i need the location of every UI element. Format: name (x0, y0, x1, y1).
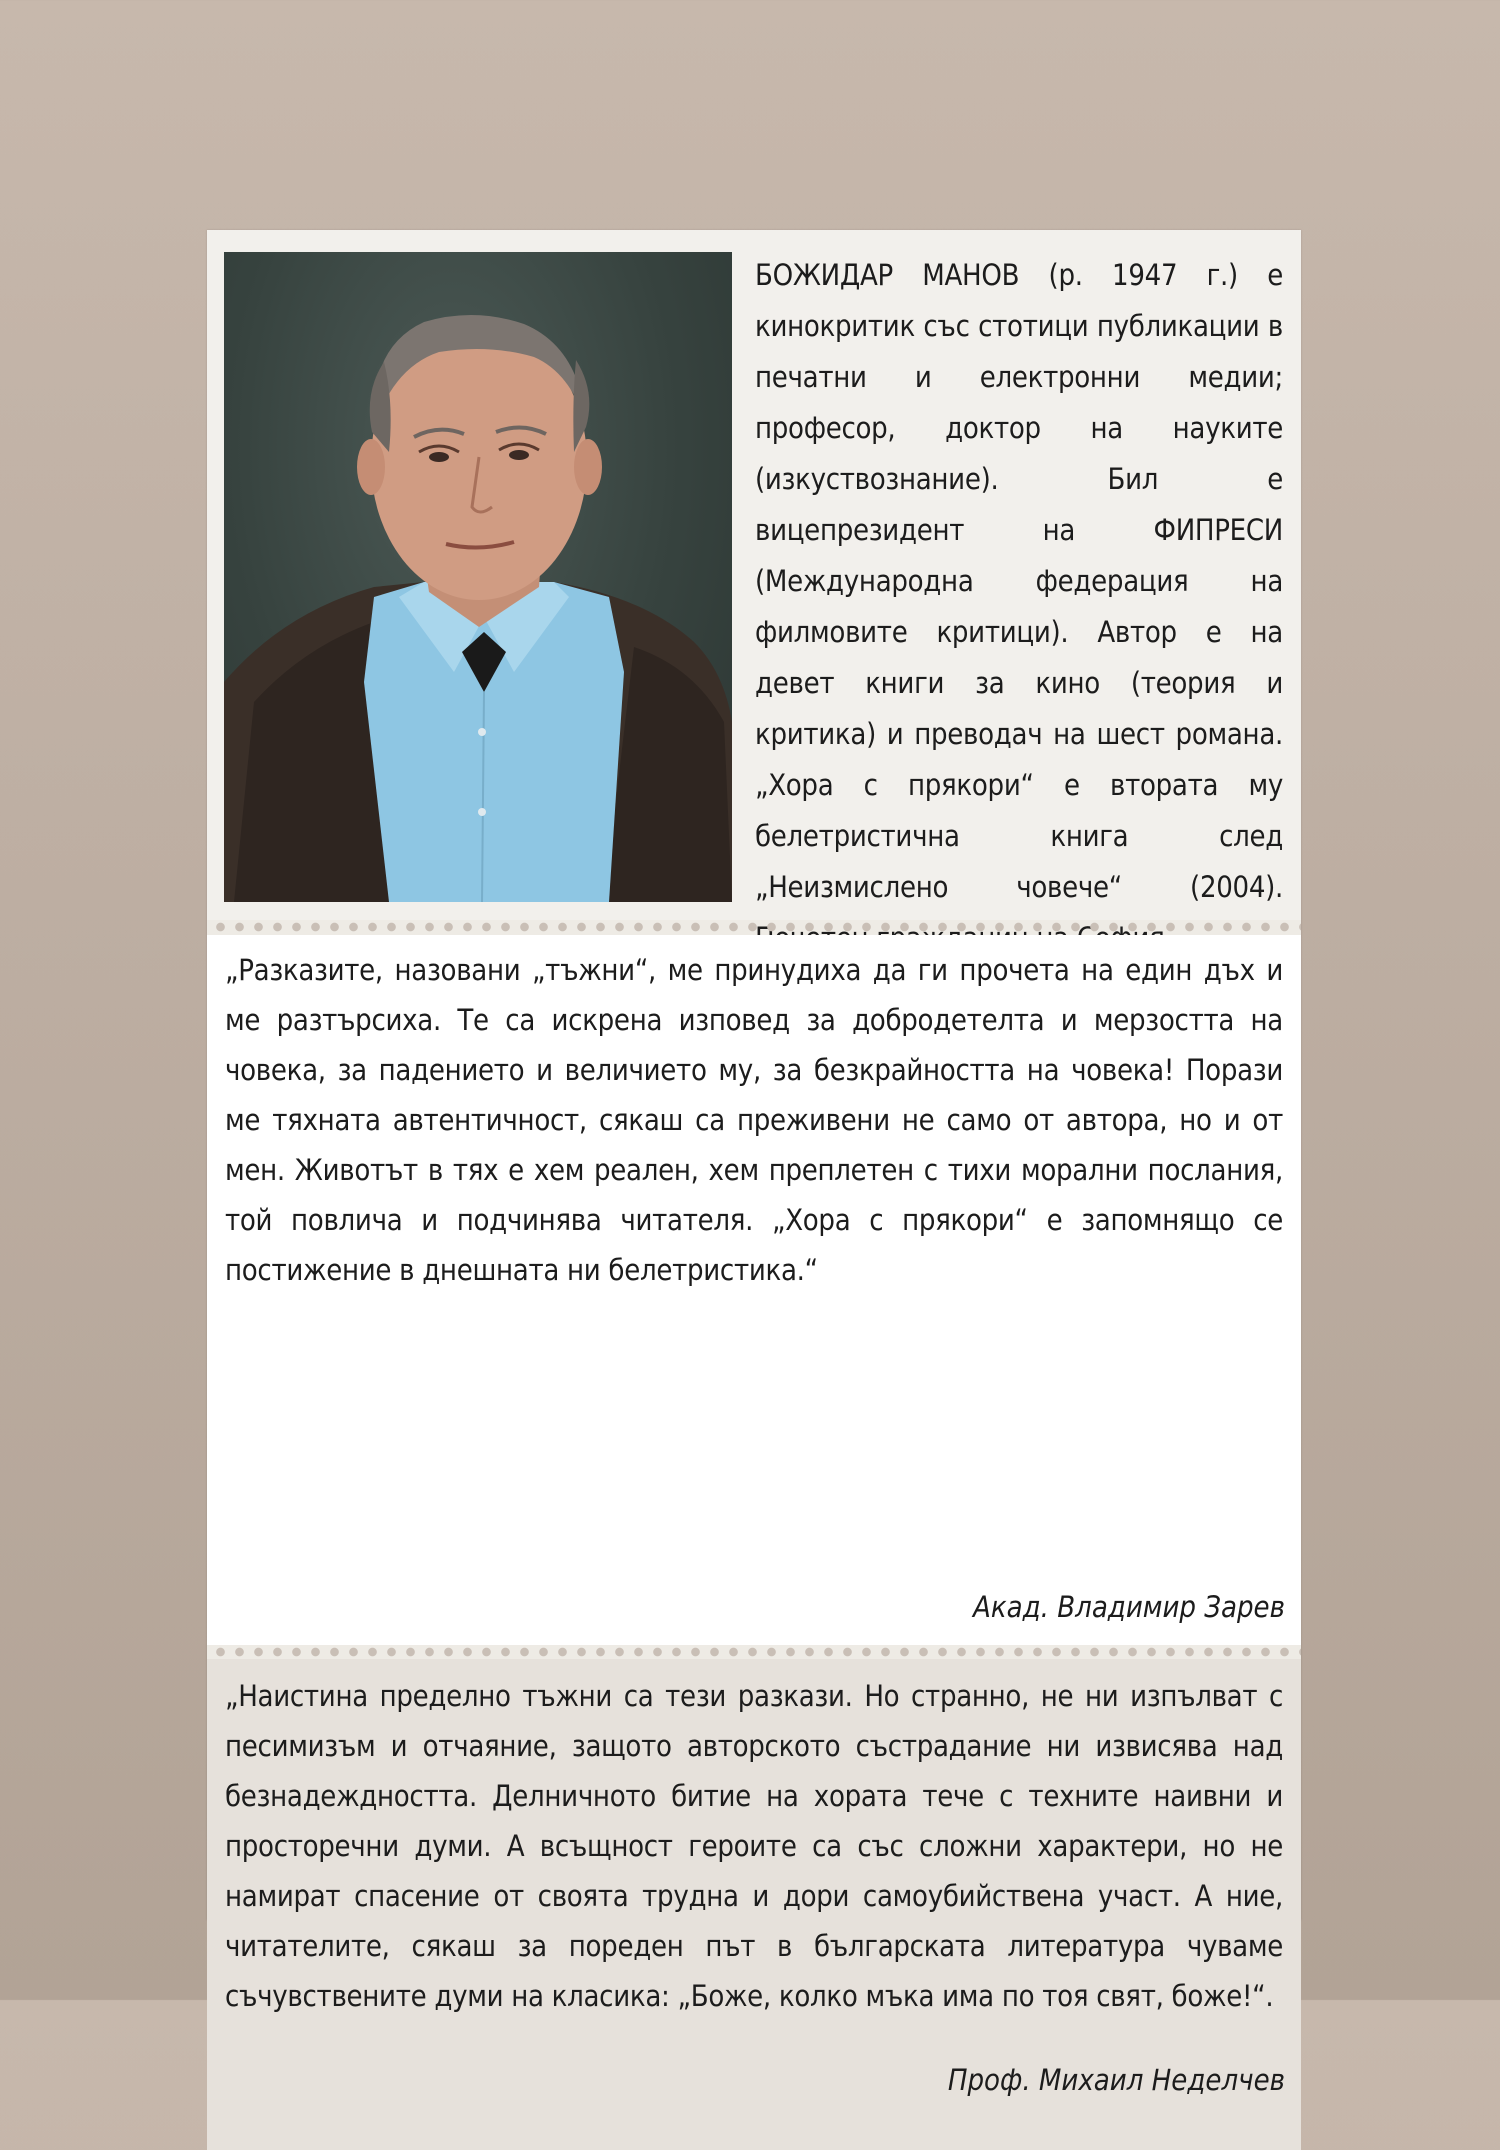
quote-author: Акад. Владимир Зарев (973, 1590, 1285, 1624)
author-bio-text: БОЖИДАР МАНОВ (р. 1947 г.) е кинокритик със стотици публикации в печатни и електронни медии; професор, доктор на науките (изкуствознание). Бил е вицепрезидент на ФИПРЕСИ (Международна федерация на филмовите критици). Автор е на девет книги за кино (теория и критика) и преводач на шест романа. „Хора с прякори“ е втората му белетристична книга след „Неизмислено човече“ (2004). (755, 258, 1283, 904)
quote-text: „Разказите, назовани „тъжни“, ме принудиха да ги прочета на един дъх и ме разтърсиха. Те са искрена изповед за добродетелта и мерзостта на човека, за падението и величието му, за безкрайността на човека! Порази ме тяхната автентичност, сякаш са преживени не само от автора, но и от мен. Животът в тях е хем реален, хем преплетен с тихи морални послания, той повлича и подчинява читателя. „Хора с прякори“ е запомнящо се постижение в днешната ни белетристика.“ (225, 953, 1283, 1287)
author-portrait-image (224, 252, 732, 902)
author-bio-section (207, 230, 1301, 920)
quote-text: „Наистина пределно тъжни са тези разкази. Но странно, не ни изпълват с песимизъм и отчаяние, защото авторското състрадание ни извисява над безнадеждността. Делничното битие на хората тече с техните наивни и просторечни думи. А всъщност героите са със сложни характери, но не намират спасение от своята трудна и дори самоубийствена участ. А ние, читателите, сякаш за пореден път в българската литература чуваме съчувствените думи на класика: „Боже, колко мъка има по тоя свят, боже!“. (225, 1679, 1283, 2013)
quote-author: Проф. Михаил Неделчев (947, 2063, 1285, 2097)
back-cover-panel (207, 230, 1301, 2097)
quote-block-1 (207, 935, 1301, 1645)
perforation-divider (207, 920, 1301, 934)
author-photo (224, 252, 732, 902)
quote-block-2 (207, 1659, 1301, 2150)
perforation-divider (207, 1645, 1301, 1659)
